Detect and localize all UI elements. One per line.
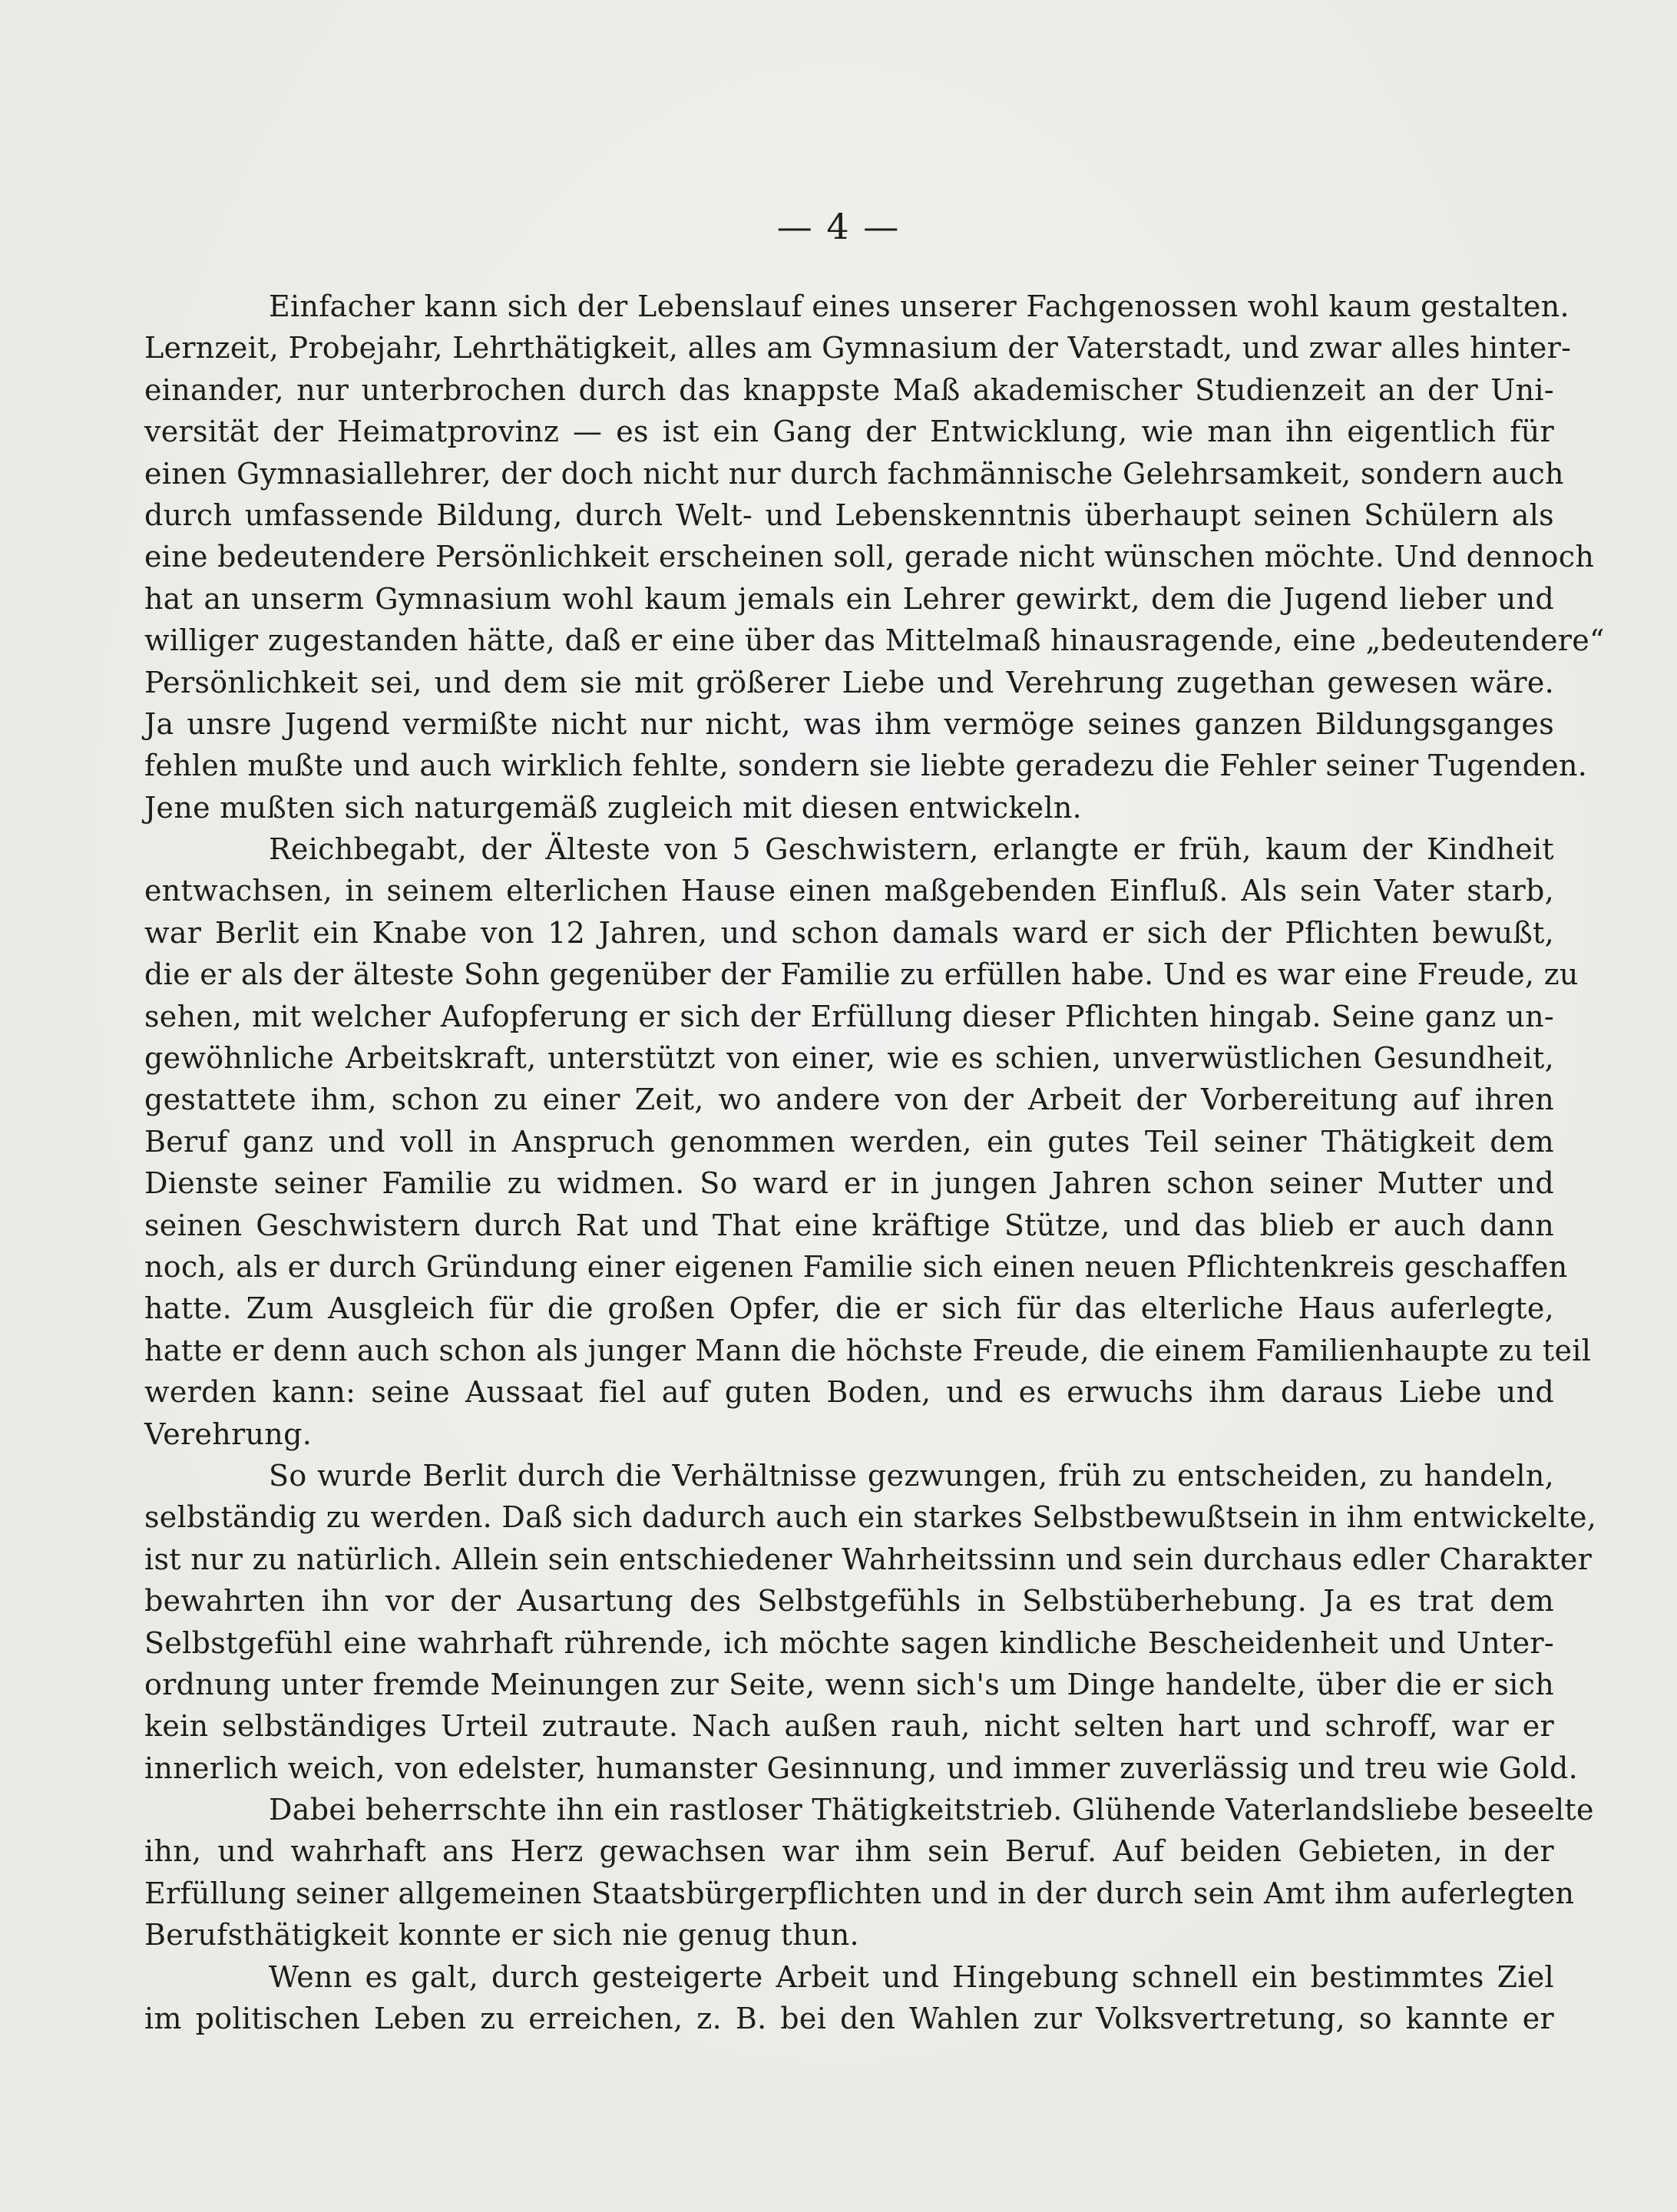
text-line: durch umfassende Bildung, durch Welt- und Lebenskenntnis überhaupt seinen Schülern als <box>144 498 1554 532</box>
text-line: seinen Geschwistern durch Rat und That eine kräftige Stütze, und das blieb er auch dann <box>144 1208 1554 1242</box>
text-line: versität der Heimatprovinz — es ist ein Gang der Entwicklung, wie man ihn eigentlich für <box>144 415 1554 449</box>
text-line: Verehrung. <box>144 1417 313 1451</box>
text-line: Reichbegabt, der Älteste von 5 Geschwistern, erlangte er früh, kaum der Kindheit <box>269 832 1554 867</box>
text-line: einander, nur unterbrochen durch das knappste Maß akademischer Studienzeit an der Uni- <box>144 372 1554 407</box>
body-text <box>144 286 1605 2039</box>
text-line: innerlich weich, von edelster, humanster Gesinnung, und immer zuverlässig und treu wie Gold. <box>144 1751 1578 1785</box>
text-line: gewöhnliche Arbeitskraft, unterstützt von einer, wie es schien, unverwüstlichen Gesundheit, <box>144 1041 1554 1076</box>
text-line: ihn, und wahrhaft ans Herz gewachsen war ihm sein Beruf. Auf beiden Gebieten, in der <box>144 1834 1554 1869</box>
text-line: die er als der älteste Sohn gegenüber der Familie zu erfüllen habe. Und es war eine Freude, zu <box>144 957 1579 992</box>
text-line: entwachsen, in seinem elterlichen Hause einen maßgebenden Einfluß. Als sein Vater starb, <box>144 874 1554 908</box>
page-number: — 4 — <box>776 206 901 247</box>
text-line: Beruf ganz und voll in Anspruch genommen werden, ein gutes Teil seiner Thätigkeit dem <box>144 1124 1554 1159</box>
text-line: war Berlit ein Knabe von 12 Jahren, und schon damals ward er sich der Pflichten bewußt, <box>144 915 1554 950</box>
text-line: Persönlichkeit sei, und dem sie mit größerer Liebe und Verehrung zugethan gewesen wäre. <box>144 665 1554 699</box>
text-line: Ja unsre Jugend vermißte nicht nur nicht, was ihm vermöge seines ganzen Bildungsganges <box>144 706 1554 741</box>
text-line: Selbstgefühl eine wahrhaft rührende, ich möchte sagen kindliche Bescheidenheit und Unter- <box>144 1625 1554 1660</box>
text-line: hat an unserm Gymnasium wohl kaum jemals ein Lehrer gewirkt, dem die Jugend lieber und <box>144 581 1554 616</box>
text-line: Erfüllung seiner allgemeinen Staatsbürgerpflichten und in der durch sein Amt ihm auferlegten <box>144 1876 1575 1910</box>
text-line: einen Gymnasiallehrer, der doch nicht nur durch fachmännische Gelehrsamkeit, sondern auch <box>144 456 1564 491</box>
text-line: williger zugestanden hätte, daß er eine über das Mittelmaß hinausragende, eine „bedeutendere“ <box>144 623 1605 658</box>
text-line: noch, als er durch Gründung einer eigenen Familie sich einen neuen Pflichtenkreis geschaffen <box>144 1249 1568 1284</box>
text-line: gestattete ihm, schon zu einer Zeit, wo andere von der Arbeit der Vorbereitung auf ihren <box>144 1083 1554 1117</box>
text-line: fehlen mußte und auch wirklich fehlte, sondern sie liebte geradezu die Fehler seiner Tugenden. <box>144 749 1588 783</box>
text-line: im politischen Leben zu erreichen, z. B. bei den Wahlen zur Volksvertretung, so kannte er <box>144 2002 1554 2036</box>
text-line: ist nur zu natürlich. Allein sein entschiedener Wahrheitssinn und sein durchaus edler Charakter <box>144 1542 1593 1576</box>
text-line: Dabei beherrschte ihn ein rastloser Thätigkeitstrieb. Glühende Vaterlandsliebe beseelte <box>269 1793 1594 1827</box>
text-line: bewahrten ihn vor der Ausartung des Selbstgefühls in Selbstüberhebung. Ja es trat dem <box>144 1584 1554 1618</box>
text-line: Wenn es galt, durch gesteigerte Arbeit und Hingebung schnell ein bestimmtes Ziel <box>269 1959 1554 1994</box>
text-line: eine bedeutendere Persönlichkeit erscheinen soll, gerade nicht wünschen möchte. Und dennoch <box>144 540 1595 574</box>
text-line: werden kann: seine Aussaat fiel auf guten Boden, und es erwuchs ihm daraus Liebe und <box>144 1375 1554 1410</box>
text-line: hatte er denn auch schon als junger Mann die höchste Freude, die einem Familienhaupte zu teil <box>144 1333 1592 1367</box>
text-line: Jene mußten sich naturgemäß zugleich mit diesen entwickeln. <box>144 790 1083 825</box>
text-line: Einfacher kann sich der Lebenslauf eines unserer Fachgenossen wohl kaum gestalten. <box>269 289 1570 323</box>
text-line: So wurde Berlit durch die Verhältnisse gezwungen, früh zu entscheiden, zu handeln, <box>269 1458 1554 1493</box>
text-line: selbständig zu werden. Daß sich dadurch auch ein starkes Selbstbewußtsein in ihm entwickelte, <box>144 1500 1597 1535</box>
text-line: ordnung unter fremde Meinungen zur Seite, wenn sich's um Dinge handelte, über die er sich <box>144 1667 1554 1701</box>
text-line: Dienste seiner Familie zu widmen. So ward er in jungen Jahren schon seiner Mutter und <box>144 1166 1554 1201</box>
text-line: kein selbständiges Urteil zutraute. Nach außen rauh, nicht selten hart und schroff, war er <box>144 1709 1554 1744</box>
text-line: sehen, mit welcher Aufopferung er sich der Erfüllung dieser Pflichten hingab. Seine ganz un- <box>144 999 1554 1033</box>
text-line: Lernzeit, Probejahr, Lehrthätigkeit, alles am Gymnasium der Vaterstadt, und zwar alles hinter- <box>144 331 1572 365</box>
text-line: hatte. Zum Ausgleich für die großen Opfer, die er sich für das elterliche Haus auferlegte, <box>144 1291 1554 1326</box>
text-line: Berufsthätigkeit konnte er sich nie genug thun. <box>144 1918 859 1952</box>
